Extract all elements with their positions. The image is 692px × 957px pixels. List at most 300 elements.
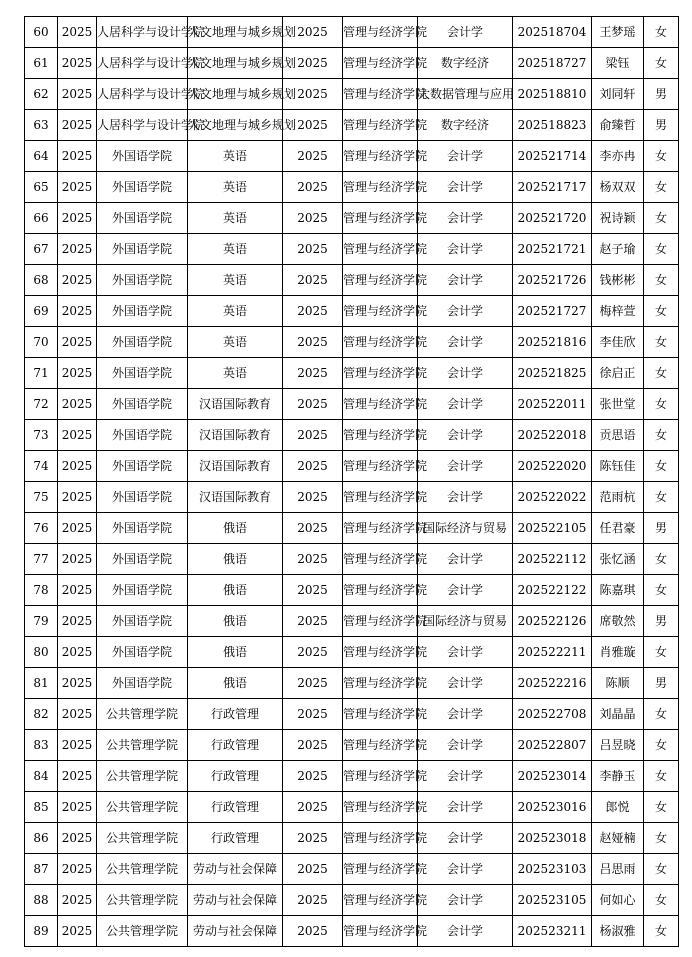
target-major-cell — [418, 730, 513, 761]
row-number-cell: 62 — [25, 79, 58, 110]
student-id-cell: 202522216 — [513, 668, 592, 699]
original-school-cell-text: 公共管理学院 — [105, 799, 178, 814]
gender-cell: 女 — [644, 761, 679, 792]
row-number-cell: 89 — [25, 916, 58, 947]
grade-cell: 2025 — [283, 823, 343, 854]
student-id-cell: 202521720 — [513, 203, 592, 234]
grade-cell: 2025 — [283, 234, 343, 265]
target-school-cell-text: 管理与经济学院 — [343, 923, 428, 938]
enrollment-year-cell: 2025 — [58, 79, 97, 110]
grade-cell: 2025 — [283, 110, 343, 141]
enrollment-year-cell: 2025 — [58, 203, 97, 234]
original-major-cell — [188, 389, 283, 420]
target-major-cell — [418, 792, 513, 823]
student-name-cell: 张世堂 — [592, 389, 644, 420]
original-school-cell — [97, 916, 188, 947]
enrollment-year-cell: 2025 — [58, 854, 97, 885]
original-major-cell — [188, 637, 283, 668]
target-major-cell — [418, 637, 513, 668]
original-school-cell — [97, 358, 188, 389]
original-major-cell-text: 行政管理 — [210, 830, 259, 845]
original-major-cell — [188, 482, 283, 513]
target-school-cell-text: 管理与经济学院 — [343, 830, 428, 845]
student-transfer-table — [24, 16, 679, 947]
original-major-cell-text: 俄语 — [222, 644, 247, 659]
student-name-cell: 钱彬彬 — [592, 265, 644, 296]
original-school-cell-text: 外国语学院 — [111, 365, 172, 380]
original-major-cell — [188, 575, 283, 606]
target-school-cell-text: 管理与经济学院 — [343, 737, 428, 752]
target-major-cell-text: 会计学 — [446, 427, 483, 442]
gender-cell: 女 — [644, 916, 679, 947]
student-name-cell: 徐启正 — [592, 358, 644, 389]
table-row — [25, 668, 679, 699]
target-major-cell-text: 会计学 — [446, 582, 483, 597]
student-id-cell: 202523103 — [513, 854, 592, 885]
student-id-cell: 202523211 — [513, 916, 592, 947]
target-major-cell — [418, 482, 513, 513]
student-id-cell: 202522020 — [513, 451, 592, 482]
student-id-cell: 202518823 — [513, 110, 592, 141]
student-name-cell: 王梦瑶 — [592, 17, 644, 48]
table-row — [25, 234, 679, 265]
target-school-cell-text: 管理与经济学院 — [343, 303, 428, 318]
original-major-cell — [188, 699, 283, 730]
target-school-cell — [343, 854, 428, 885]
target-major-cell — [418, 761, 513, 792]
student-id-cell: 202521714 — [513, 141, 592, 172]
student-name-cell: 任君豪 — [592, 513, 644, 544]
target-major-cell — [418, 389, 513, 420]
target-school-cell-text: 管理与经济学院 — [343, 861, 428, 876]
student-name-cell: 张忆涵 — [592, 544, 644, 575]
enrollment-year-cell: 2025 — [58, 17, 97, 48]
target-major-cell — [418, 823, 513, 854]
table-row — [25, 358, 679, 389]
table-row — [25, 513, 679, 544]
original-major-cell — [188, 854, 283, 885]
target-major-cell-text: 大数据管理与应用 — [418, 86, 515, 101]
target-major-cell-text: 国际经济与贸易 — [422, 613, 507, 628]
student-name-cell: 李亦冉 — [592, 141, 644, 172]
target-school-cell — [343, 730, 428, 761]
gender-cell: 女 — [644, 358, 679, 389]
original-school-cell — [97, 234, 188, 265]
target-major-cell — [418, 327, 513, 358]
original-school-cell-text: 外国语学院 — [111, 644, 172, 659]
gender-cell: 女 — [644, 823, 679, 854]
target-major-cell-text: 会计学 — [446, 148, 483, 163]
gender-cell: 女 — [644, 172, 679, 203]
original-major-cell-text: 俄语 — [222, 551, 247, 566]
target-major-cell — [418, 141, 513, 172]
enrollment-year-cell: 2025 — [58, 327, 97, 358]
original-major-cell-text: 英语 — [222, 303, 247, 318]
grade-cell: 2025 — [283, 637, 343, 668]
target-school-cell — [343, 234, 428, 265]
table-row — [25, 885, 679, 916]
original-school-cell-text: 外国语学院 — [111, 489, 172, 504]
target-major-cell-text: 会计学 — [446, 303, 483, 318]
target-major-cell-text: 会计学 — [446, 458, 483, 473]
student-id-cell: 202521726 — [513, 265, 592, 296]
target-school-cell — [343, 420, 428, 451]
grade-cell: 2025 — [283, 420, 343, 451]
original-school-cell — [97, 327, 188, 358]
target-school-cell-text: 管理与经济学院 — [343, 427, 428, 442]
target-school-cell — [343, 699, 428, 730]
table-row — [25, 79, 679, 110]
grade-cell: 2025 — [283, 730, 343, 761]
row-number-cell: 88 — [25, 885, 58, 916]
original-major-cell — [188, 823, 283, 854]
original-major-cell — [188, 730, 283, 761]
student-id-cell: 202522022 — [513, 482, 592, 513]
target-school-cell — [343, 48, 428, 79]
row-number-cell: 65 — [25, 172, 58, 203]
gender-cell: 女 — [644, 575, 679, 606]
grade-cell: 2025 — [283, 668, 343, 699]
target-school-cell-text: 管理与经济学院 — [343, 179, 428, 194]
target-school-cell-text: 管理与经济学院 — [343, 86, 428, 101]
original-school-cell-text: 公共管理学院 — [105, 892, 178, 907]
original-school-cell-text: 公共管理学院 — [105, 830, 178, 845]
target-major-cell-text: 会计学 — [446, 272, 483, 287]
original-major-cell-text: 英语 — [222, 241, 247, 256]
target-major-cell-text: 会计学 — [446, 799, 483, 814]
gender-cell: 男 — [644, 110, 679, 141]
table-row — [25, 141, 679, 172]
student-id-cell: 202521717 — [513, 172, 592, 203]
row-number-cell: 84 — [25, 761, 58, 792]
row-number-cell: 68 — [25, 265, 58, 296]
grade-cell: 2025 — [283, 544, 343, 575]
enrollment-year-cell: 2025 — [58, 358, 97, 389]
enrollment-year-cell: 2025 — [58, 48, 97, 79]
target-school-cell — [343, 451, 428, 482]
original-school-cell — [97, 79, 206, 110]
original-school-cell — [97, 730, 188, 761]
target-major-cell — [418, 451, 513, 482]
original-major-cell-text: 人文地理与城乡规划 — [188, 86, 297, 101]
original-school-cell-text: 外国语学院 — [111, 520, 172, 535]
target-school-cell — [343, 668, 428, 699]
target-major-cell-text: 会计学 — [446, 737, 483, 752]
original-major-cell-text: 汉语国际教育 — [198, 427, 271, 442]
table-row — [25, 699, 679, 730]
student-id-cell: 202522122 — [513, 575, 592, 606]
original-school-cell — [97, 575, 188, 606]
table-body — [25, 17, 679, 947]
grade-cell: 2025 — [283, 482, 343, 513]
gender-cell: 男 — [644, 79, 679, 110]
target-school-cell — [343, 606, 428, 637]
row-number-cell: 85 — [25, 792, 58, 823]
original-major-cell — [188, 17, 297, 48]
original-major-cell-text: 英语 — [222, 179, 247, 194]
table-row — [25, 17, 679, 48]
target-major-cell-text: 会计学 — [446, 923, 483, 938]
target-school-cell — [343, 358, 428, 389]
student-id-cell: 202523016 — [513, 792, 592, 823]
target-major-cell — [418, 17, 513, 48]
target-major-cell — [418, 203, 513, 234]
original-school-cell — [97, 110, 206, 141]
target-major-cell — [418, 358, 513, 389]
student-id-cell: 202522807 — [513, 730, 592, 761]
table-row — [25, 916, 679, 947]
original-major-cell — [188, 885, 283, 916]
gender-cell: 女 — [644, 327, 679, 358]
grade-cell: 2025 — [283, 48, 343, 79]
student-name-cell: 范雨杭 — [592, 482, 644, 513]
original-major-cell — [188, 141, 283, 172]
target-school-cell-text: 管理与经济学院 — [343, 334, 428, 349]
grade-cell: 2025 — [283, 296, 343, 327]
student-id-cell: 202521727 — [513, 296, 592, 327]
enrollment-year-cell: 2025 — [58, 730, 97, 761]
row-number-cell: 71 — [25, 358, 58, 389]
enrollment-year-cell: 2025 — [58, 699, 97, 730]
target-major-cell-text: 会计学 — [446, 675, 483, 690]
target-major-cell-text: 会计学 — [446, 706, 483, 721]
row-number-cell: 76 — [25, 513, 58, 544]
enrollment-year-cell: 2025 — [58, 916, 97, 947]
gender-cell: 女 — [644, 234, 679, 265]
grade-cell: 2025 — [283, 575, 343, 606]
gender-cell: 女 — [644, 420, 679, 451]
original-school-cell-text: 外国语学院 — [111, 210, 172, 225]
original-major-cell — [188, 544, 283, 575]
original-school-cell — [97, 265, 188, 296]
original-major-cell — [188, 792, 283, 823]
gender-cell: 女 — [644, 17, 679, 48]
student-id-cell: 202522112 — [513, 544, 592, 575]
enrollment-year-cell: 2025 — [58, 668, 97, 699]
gender-cell: 女 — [644, 389, 679, 420]
enrollment-year-cell: 2025 — [58, 451, 97, 482]
original-school-cell — [97, 141, 188, 172]
row-number-cell: 69 — [25, 296, 58, 327]
grade-cell: 2025 — [283, 761, 343, 792]
student-id-cell: 202522126 — [513, 606, 592, 637]
table-row — [25, 265, 679, 296]
target-school-cell — [343, 141, 428, 172]
original-major-cell-text: 俄语 — [222, 582, 247, 597]
gender-cell: 女 — [644, 482, 679, 513]
row-number-cell: 66 — [25, 203, 58, 234]
student-name-cell: 杨淑雅 — [592, 916, 644, 947]
grade-cell: 2025 — [283, 606, 343, 637]
original-school-cell — [97, 544, 188, 575]
grade-cell: 2025 — [283, 172, 343, 203]
original-major-cell — [188, 916, 283, 947]
row-number-cell: 87 — [25, 854, 58, 885]
original-major-cell — [188, 358, 283, 389]
student-id-cell: 202518810 — [513, 79, 592, 110]
original-major-cell — [188, 265, 283, 296]
target-major-cell — [418, 575, 513, 606]
grade-cell: 2025 — [283, 885, 343, 916]
student-name-cell: 郎悦 — [592, 792, 644, 823]
gender-cell: 女 — [644, 296, 679, 327]
target-major-cell — [418, 544, 513, 575]
enrollment-year-cell: 2025 — [58, 513, 97, 544]
original-school-cell-text: 外国语学院 — [111, 458, 172, 473]
student-id-cell: 202522018 — [513, 420, 592, 451]
original-major-cell-text: 汉语国际教育 — [198, 458, 271, 473]
student-id-cell: 202522011 — [513, 389, 592, 420]
original-major-cell-text: 劳动与社会保障 — [192, 923, 277, 938]
original-school-cell — [97, 451, 188, 482]
row-number-cell: 80 — [25, 637, 58, 668]
target-major-cell — [418, 854, 513, 885]
gender-cell: 女 — [644, 792, 679, 823]
gender-cell: 女 — [644, 730, 679, 761]
gender-cell: 女 — [644, 544, 679, 575]
target-school-cell — [343, 885, 428, 916]
gender-cell: 女 — [644, 141, 679, 172]
enrollment-year-cell: 2025 — [58, 606, 97, 637]
target-school-cell — [343, 17, 428, 48]
student-id-cell: 202522105 — [513, 513, 592, 544]
row-number-cell: 83 — [25, 730, 58, 761]
original-major-cell-text: 人文地理与城乡规划 — [188, 55, 297, 70]
original-school-cell-text: 外国语学院 — [111, 303, 172, 318]
target-major-cell — [418, 916, 513, 947]
original-school-cell-text: 公共管理学院 — [105, 861, 178, 876]
enrollment-year-cell: 2025 — [58, 885, 97, 916]
student-id-cell: 202521721 — [513, 234, 592, 265]
original-major-cell — [188, 203, 283, 234]
grade-cell: 2025 — [283, 358, 343, 389]
student-id-cell: 202523018 — [513, 823, 592, 854]
target-major-cell — [418, 668, 513, 699]
table-row — [25, 761, 679, 792]
original-school-cell-text: 人居科学与设计学院 — [97, 117, 206, 132]
table-row — [25, 575, 679, 606]
original-school-cell-text: 公共管理学院 — [105, 923, 178, 938]
target-school-cell — [343, 203, 428, 234]
original-school-cell-text: 人居科学与设计学院 — [97, 55, 206, 70]
original-school-cell — [97, 885, 188, 916]
grade-cell: 2025 — [283, 513, 343, 544]
table-row — [25, 854, 679, 885]
enrollment-year-cell: 2025 — [58, 575, 97, 606]
grade-cell: 2025 — [283, 17, 343, 48]
original-school-cell — [97, 296, 188, 327]
original-major-cell-text: 英语 — [222, 148, 247, 163]
target-major-cell — [418, 265, 513, 296]
target-major-cell-text: 会计学 — [446, 551, 483, 566]
original-school-cell-text: 人居科学与设计学院 — [97, 24, 206, 39]
target-major-cell-text: 会计学 — [446, 830, 483, 845]
enrollment-year-cell: 2025 — [58, 141, 97, 172]
student-id-cell: 202523014 — [513, 761, 592, 792]
student-name-cell: 贡思语 — [592, 420, 644, 451]
target-school-cell — [343, 389, 428, 420]
original-major-cell — [188, 668, 283, 699]
table-row — [25, 606, 679, 637]
row-number-cell: 67 — [25, 234, 58, 265]
table-row — [25, 48, 679, 79]
original-major-cell-text: 行政管理 — [210, 799, 259, 814]
target-major-cell-text: 数字经济 — [440, 117, 489, 132]
target-major-cell — [418, 420, 513, 451]
grade-cell: 2025 — [283, 699, 343, 730]
gender-cell: 女 — [644, 854, 679, 885]
target-school-cell-text: 管理与经济学院 — [343, 799, 428, 814]
original-school-cell — [97, 761, 188, 792]
enrollment-year-cell: 2025 — [58, 482, 97, 513]
original-school-cell-text: 外国语学院 — [111, 334, 172, 349]
gender-cell: 女 — [644, 48, 679, 79]
target-major-cell-text: 会计学 — [446, 892, 483, 907]
original-major-cell — [188, 48, 297, 79]
student-id-cell: 202522211 — [513, 637, 592, 668]
table-row — [25, 482, 679, 513]
row-number-cell: 75 — [25, 482, 58, 513]
original-major-cell — [188, 296, 283, 327]
target-school-cell-text: 管理与经济学院 — [343, 458, 428, 473]
target-major-cell — [418, 172, 513, 203]
original-school-cell — [97, 668, 188, 699]
original-major-cell-text: 人文地理与城乡规划 — [188, 117, 297, 132]
target-major-cell-text: 会计学 — [446, 861, 483, 876]
enrollment-year-cell: 2025 — [58, 823, 97, 854]
original-major-cell-text: 英语 — [222, 210, 247, 225]
original-school-cell-text: 外国语学院 — [111, 241, 172, 256]
original-school-cell-text: 外国语学院 — [111, 148, 172, 163]
table-row — [25, 637, 679, 668]
original-major-cell — [188, 327, 283, 358]
target-major-cell — [418, 110, 513, 141]
student-name-cell: 梁钰 — [592, 48, 644, 79]
row-number-cell: 78 — [25, 575, 58, 606]
original-major-cell-text: 英语 — [222, 272, 247, 287]
student-name-cell: 何如心 — [592, 885, 644, 916]
original-major-cell-text: 汉语国际教育 — [198, 396, 271, 411]
original-major-cell-text: 英语 — [222, 334, 247, 349]
target-school-cell-text: 管理与经济学院 — [343, 582, 428, 597]
table-row — [25, 110, 679, 141]
target-major-cell — [418, 885, 513, 916]
row-number-cell: 64 — [25, 141, 58, 172]
row-number-cell: 86 — [25, 823, 58, 854]
original-school-cell-text: 公共管理学院 — [105, 768, 178, 783]
target-school-cell — [343, 327, 428, 358]
gender-cell: 女 — [644, 699, 679, 730]
grade-cell: 2025 — [283, 854, 343, 885]
original-major-cell — [188, 79, 297, 110]
original-major-cell-text: 劳动与社会保障 — [192, 892, 277, 907]
student-name-cell: 吕昱晓 — [592, 730, 644, 761]
original-major-cell-text: 人文地理与城乡规划 — [188, 24, 297, 39]
student-name-cell: 刘晶晶 — [592, 699, 644, 730]
student-name-cell: 刘同轩 — [592, 79, 644, 110]
target-school-cell-text: 管理与经济学院 — [343, 241, 428, 256]
target-school-cell-text: 管理与经济学院 — [343, 520, 428, 535]
student-id-cell: 202521816 — [513, 327, 592, 358]
target-major-cell-text: 会计学 — [446, 241, 483, 256]
row-number-cell: 79 — [25, 606, 58, 637]
table-row — [25, 792, 679, 823]
student-name-cell: 李静玉 — [592, 761, 644, 792]
target-school-cell-text: 管理与经济学院 — [343, 706, 428, 721]
target-school-cell — [343, 172, 428, 203]
target-school-cell-text: 管理与经济学院 — [343, 675, 428, 690]
target-major-cell-text: 会计学 — [446, 489, 483, 504]
